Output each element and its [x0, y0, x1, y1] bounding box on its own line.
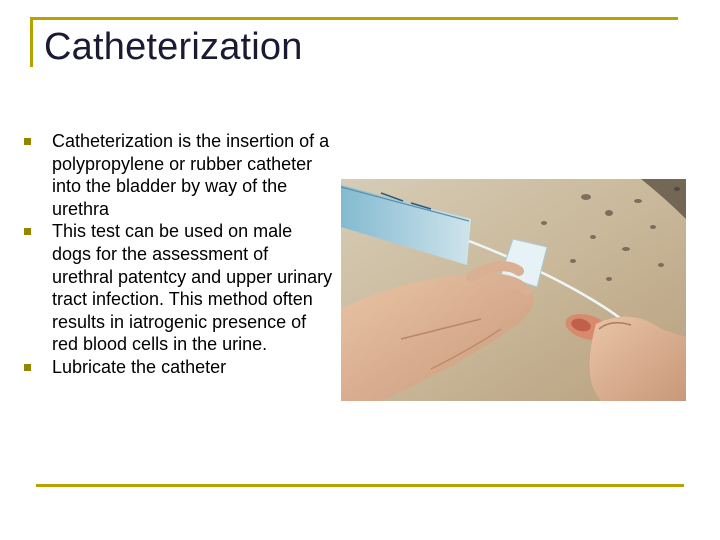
bullet-text: Catheterization is the insertion of a polypropylene or rubber catheter into the bladder by way of the urethra — [52, 131, 330, 219]
square-bullet-icon — [24, 138, 31, 145]
bullet-item — [24, 220, 334, 356]
bullet-item — [24, 130, 334, 220]
bottom-rule — [36, 484, 684, 487]
square-bullet-icon — [24, 228, 31, 235]
bullet-list — [24, 130, 334, 379]
title-rule-left — [30, 17, 33, 67]
bullet-text: Lubricate the catheter — [52, 356, 227, 377]
square-bullet-icon — [24, 364, 31, 371]
slide-title: Catheterization — [44, 26, 303, 68]
title-rule-top — [30, 17, 678, 20]
catheterization-photo — [341, 179, 686, 401]
bullet-item — [24, 356, 334, 379]
bullet-text: This test can be used on male dogs for the assessment of urethral patentcy and upper urinary tract infection. This method often results in iatrogenic presence of red blood cells in the urine. — [52, 221, 333, 355]
